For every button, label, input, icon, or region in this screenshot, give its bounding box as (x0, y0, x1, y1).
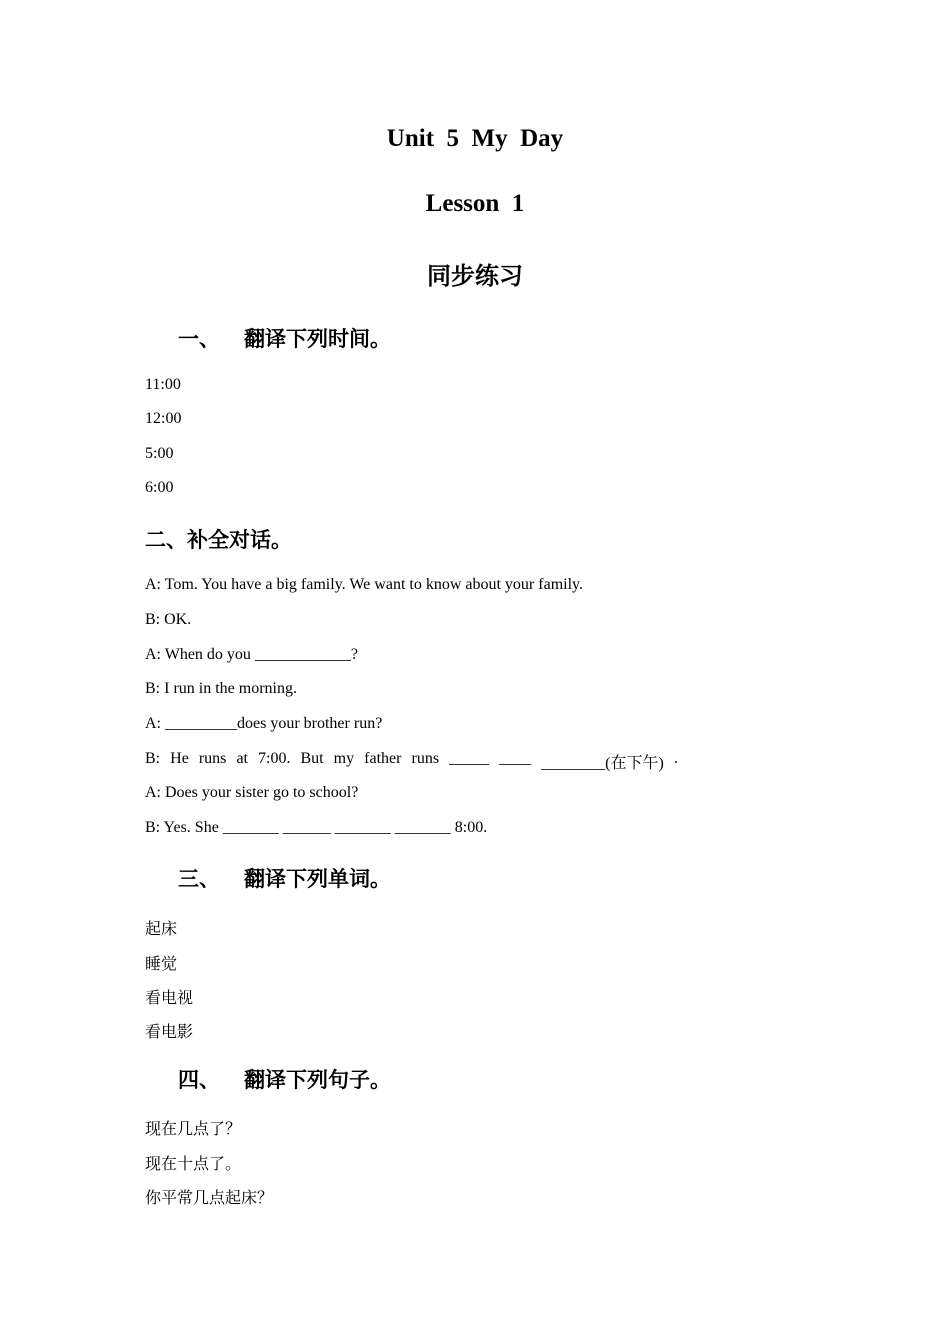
page-subtitle: 同步练习 (427, 262, 523, 290)
dialogue-line: A: _________does your brother run? (145, 715, 383, 732)
section-3-title: 翻译下列单词。 (244, 867, 391, 891)
unit-title: Unit 5 My Day (386, 125, 564, 152)
section-4-number: 四、 (178, 1068, 220, 1092)
blank-with-hint: ________(在下午) (541, 755, 664, 772)
sentence-item: 现在几点了？ (145, 1119, 242, 1138)
blank: _____ (449, 750, 490, 767)
word: B: (145, 750, 161, 767)
word: runs (198, 750, 227, 767)
dialogue-line: B: Yes. She _______ ______ _______ _______ 8:00. (145, 819, 488, 836)
section-3-heading (178, 863, 391, 893)
section-2-heading: 二、补全对话。 (145, 528, 292, 552)
word-item: 看电影 (145, 1022, 194, 1041)
time-item: 5:00 (145, 445, 174, 462)
section-1-title: 翻译下列时间。 (244, 327, 391, 351)
dialogue-line: A: Tom. You have a big family. We want to know about your family. (145, 576, 583, 593)
sentence-item: 你平常几点起床？ (145, 1188, 274, 1207)
word: runs (411, 750, 440, 767)
lesson-title: Lesson 1 (425, 190, 525, 217)
section-4-heading (178, 1064, 391, 1094)
time-item: 12:00 (145, 410, 182, 427)
word: at (236, 750, 248, 767)
dialogue-line-justified (145, 750, 678, 773)
time-item: 11:00 (145, 376, 181, 393)
word: . (673, 750, 678, 767)
word-item: 睡觉 (145, 954, 178, 973)
word: my (333, 750, 355, 767)
word-item: 起床 (145, 919, 178, 938)
time-item: 6:00 (145, 479, 174, 496)
word-item: 看电视 (145, 988, 194, 1007)
dialogue-line: B: OK. (145, 611, 192, 628)
word: father (364, 750, 402, 767)
section-3-number: 三、 (178, 867, 220, 891)
section-1-heading (178, 323, 391, 353)
blank: ____ (499, 750, 532, 767)
dialogue-line: B: I run in the morning. (145, 680, 297, 697)
section-1-number: 一、 (178, 327, 220, 351)
word: He (170, 750, 189, 767)
sentence-item: 现在十点了。 (145, 1154, 242, 1173)
word: 7:00. (258, 750, 291, 767)
dialogue-line: A: Does your sister go to school? (145, 784, 359, 801)
section-4-title: 翻译下列句子。 (244, 1068, 391, 1092)
dialogue-line: A: When do you ____________? (145, 646, 359, 663)
word: But (300, 750, 324, 767)
